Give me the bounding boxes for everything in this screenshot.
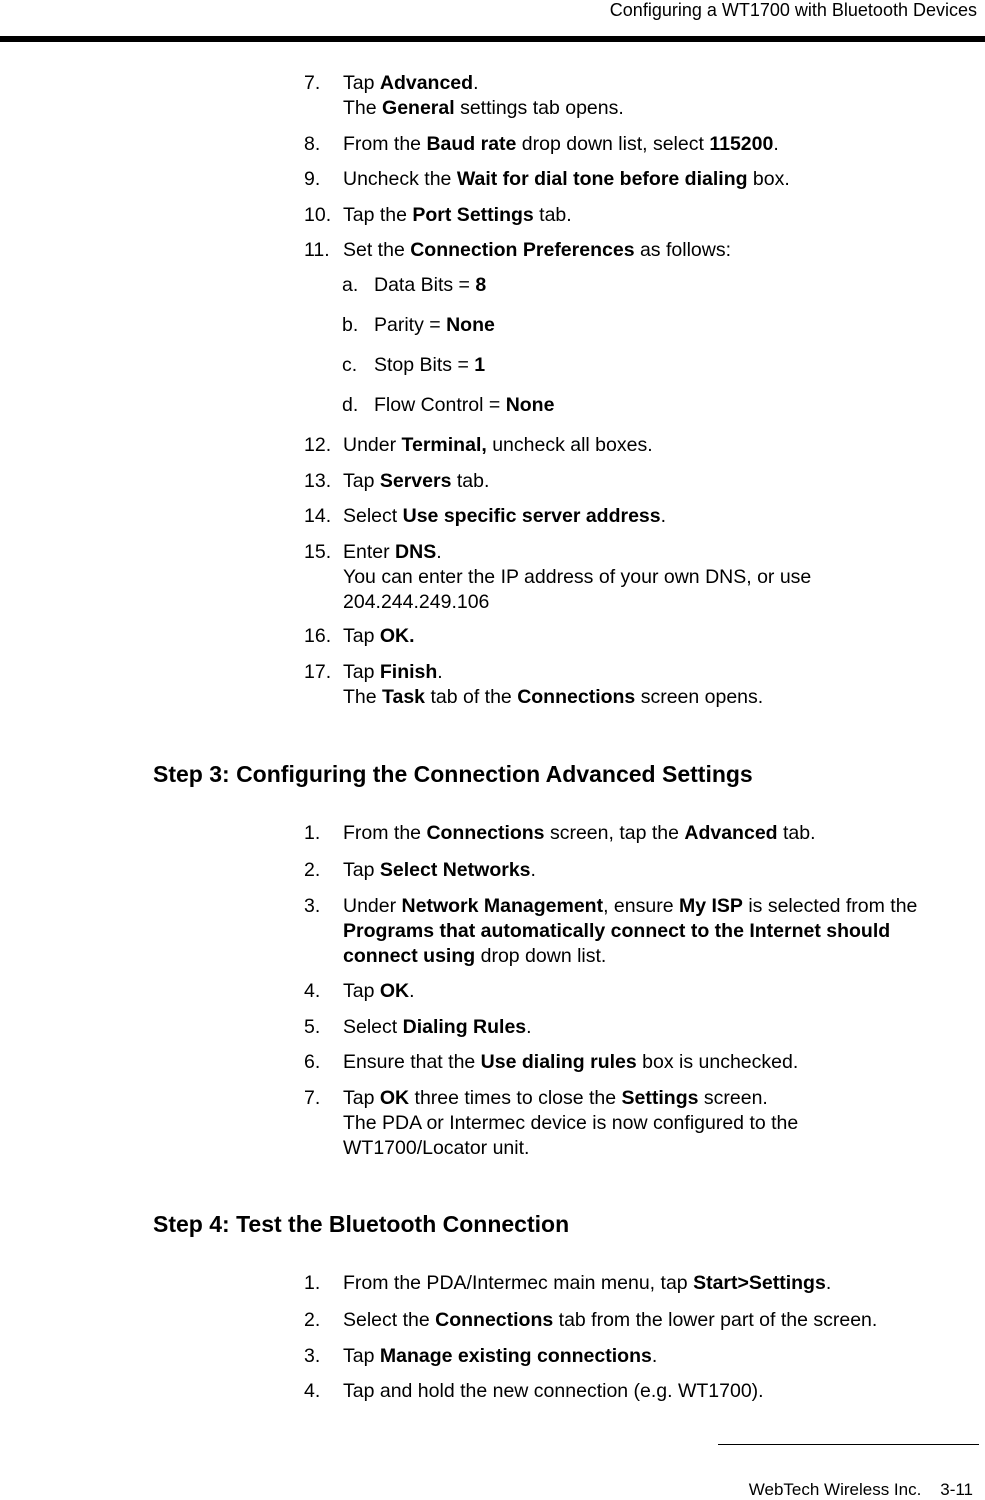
item-bold: Servers xyxy=(379,470,452,492)
item-text: . xyxy=(773,133,779,155)
item-number: 3. xyxy=(304,895,321,917)
item-text: screen, tap the xyxy=(544,822,685,844)
item-number: 12. xyxy=(304,434,332,456)
item-text: . xyxy=(473,72,479,94)
item-number: 4. xyxy=(304,1380,321,1402)
item-text: . xyxy=(660,505,667,527)
item-text: Tap xyxy=(343,1345,380,1367)
item-bold: Dialing Rules xyxy=(402,1016,527,1038)
item-number: 10. xyxy=(304,204,332,226)
item-text: . xyxy=(825,1272,832,1294)
item-bold: Wait for dial tone before dialing xyxy=(456,168,748,190)
item-bold: Port Settings xyxy=(412,204,534,226)
item-bold: OK xyxy=(379,1087,410,1109)
footer-rule xyxy=(718,1444,979,1445)
item-text: Tap xyxy=(343,1087,380,1109)
item-bold: Connection Preferences xyxy=(410,239,635,261)
item-text: Tap and hold the new connection (e.g. WT1700). xyxy=(343,1380,764,1402)
sub-letter: c. xyxy=(342,354,358,376)
item-bold: 115200 xyxy=(709,133,774,155)
item-text: Tap xyxy=(343,470,380,492)
item-text: Tap xyxy=(343,859,380,881)
item-bold: Use specific server address xyxy=(402,505,661,527)
item-text: . xyxy=(437,661,443,683)
item-bold: Connections xyxy=(426,822,545,844)
running-header: Configuring a WT1700 with Bluetooth Devices xyxy=(609,0,977,20)
item-text: Under xyxy=(343,434,402,456)
item-text: drop down list. xyxy=(475,945,607,967)
step4-heading: Step 4: Test the Bluetooth Connection xyxy=(153,1211,570,1237)
footer xyxy=(749,1480,973,1500)
dns-address: 204.244.249.106 xyxy=(343,591,490,613)
item-bold: Use dialing rules xyxy=(480,1051,637,1073)
item-bold: Task xyxy=(382,686,426,708)
item-text: tab of the xyxy=(425,686,518,708)
item-text: Under xyxy=(343,895,402,917)
item-text: Select xyxy=(343,505,403,527)
item-bold: Terminal, xyxy=(401,434,487,456)
item-text: Tap xyxy=(343,625,380,647)
item-bold: Network Management xyxy=(401,895,604,917)
item-number: 8. xyxy=(304,133,321,155)
item-bold: Finish xyxy=(379,661,438,683)
item-bold: Select Networks xyxy=(379,859,531,881)
sub-letter: b. xyxy=(342,314,359,336)
item-bold: OK. xyxy=(379,625,415,647)
item-text: Select the xyxy=(343,1309,436,1331)
sub-label: Data Bits = xyxy=(374,274,476,296)
item-bold: Connections xyxy=(517,686,636,708)
page-number: 3-11 xyxy=(940,1480,973,1499)
item-number: 17. xyxy=(304,661,332,683)
item-text: Set the xyxy=(343,239,411,261)
item-text: The xyxy=(343,97,383,119)
item-text: . xyxy=(651,1345,658,1367)
item-bold: OK xyxy=(379,980,410,1002)
item-number: 3. xyxy=(304,1345,321,1367)
item-number: 1. xyxy=(304,1272,321,1294)
sub-label: Parity = xyxy=(374,314,447,336)
item-text: uncheck all boxes. xyxy=(486,434,653,456)
item-bold: connect using xyxy=(343,945,476,967)
item-number: 1. xyxy=(304,822,321,844)
step3-heading: Step 3: Configuring the Connection Advanced Settings xyxy=(153,761,753,787)
item-number: 2. xyxy=(304,859,321,881)
item-number: 9. xyxy=(304,168,321,190)
item-bold: Settings xyxy=(621,1087,699,1109)
item-bold: My ISP xyxy=(678,895,743,917)
item-bold: Connections xyxy=(435,1309,554,1331)
header-rule xyxy=(0,36,985,42)
item-text: . xyxy=(530,859,536,881)
item-number: 16. xyxy=(304,625,332,647)
sub-value: 8 xyxy=(475,274,487,296)
sub-letter: d. xyxy=(342,394,359,416)
item-number: 5. xyxy=(304,1016,321,1038)
item-text: . xyxy=(436,541,442,563)
item-text: WT1700/Locator unit. xyxy=(343,1137,530,1159)
item-number: 7. xyxy=(304,1087,321,1109)
item-text: tab. xyxy=(451,470,490,492)
item-text: From the xyxy=(343,133,427,155)
item-text: Ensure that the xyxy=(343,1051,481,1073)
sub-value: None xyxy=(446,314,495,336)
item-text: Select xyxy=(343,1016,403,1038)
item-bold: General xyxy=(382,97,455,119)
item-bold: Advanced xyxy=(379,72,474,94)
item-text: is selected from the xyxy=(742,895,918,917)
sub-label: Stop Bits = xyxy=(374,354,475,376)
item-text: Enter xyxy=(343,541,396,563)
item-text: From the PDA/Intermec main menu, tap xyxy=(343,1272,694,1294)
item-number: 11. xyxy=(304,239,330,261)
item-text: tab. xyxy=(533,204,572,226)
footer-company: WebTech Wireless Inc. xyxy=(748,1480,922,1499)
item-bold: DNS xyxy=(395,541,437,563)
item-text: box is unchecked. xyxy=(636,1051,799,1073)
item-text: , ensure xyxy=(603,895,679,917)
item-text: Uncheck the xyxy=(343,168,457,190)
item-text: Tap xyxy=(343,661,380,683)
item-number: 4. xyxy=(304,980,321,1002)
item-text: tab. xyxy=(777,822,816,844)
item-text: drop down list, select xyxy=(516,133,710,155)
item-number: 6. xyxy=(304,1051,321,1073)
sub-value: 1 xyxy=(474,354,486,376)
item-text: . xyxy=(409,980,415,1002)
item-text: screen. xyxy=(698,1087,768,1109)
item-number: 7. xyxy=(304,72,321,94)
item-bold: Manage existing connections xyxy=(379,1345,652,1367)
item-text: box. xyxy=(747,168,790,190)
item-number: 14. xyxy=(304,505,332,527)
item-text: tab from the lower part of the screen. xyxy=(553,1309,878,1331)
sub-value: None xyxy=(505,394,555,416)
item-text: The xyxy=(343,686,383,708)
item-number: 2. xyxy=(304,1309,321,1331)
item-text: screen opens. xyxy=(635,686,764,708)
sub-label: Flow Control = xyxy=(374,394,506,416)
item-text: . xyxy=(526,1016,532,1038)
item-number: 13. xyxy=(304,470,332,492)
item-text: settings tab opens. xyxy=(454,97,624,119)
item-text: three times to close the xyxy=(409,1087,622,1109)
sub-letter: a. xyxy=(342,274,359,296)
item-text: You can enter the IP address of your own DNS, or use xyxy=(343,566,812,588)
item-bold: Advanced xyxy=(684,822,778,844)
item-text: Tap xyxy=(343,980,380,1002)
item-bold: Start>Settings xyxy=(693,1272,826,1294)
item-text: From the xyxy=(343,822,427,844)
item-number: 15. xyxy=(304,541,332,563)
item-bold: Baud rate xyxy=(426,133,517,155)
item-text: Tap xyxy=(343,72,380,94)
item-text: as follows: xyxy=(634,239,731,261)
item-bold: Programs that automatically connect to the Internet should xyxy=(343,920,891,942)
item-text: Tap the xyxy=(343,204,413,226)
item-text: The PDA or Intermec device is now configured to the xyxy=(343,1112,799,1134)
